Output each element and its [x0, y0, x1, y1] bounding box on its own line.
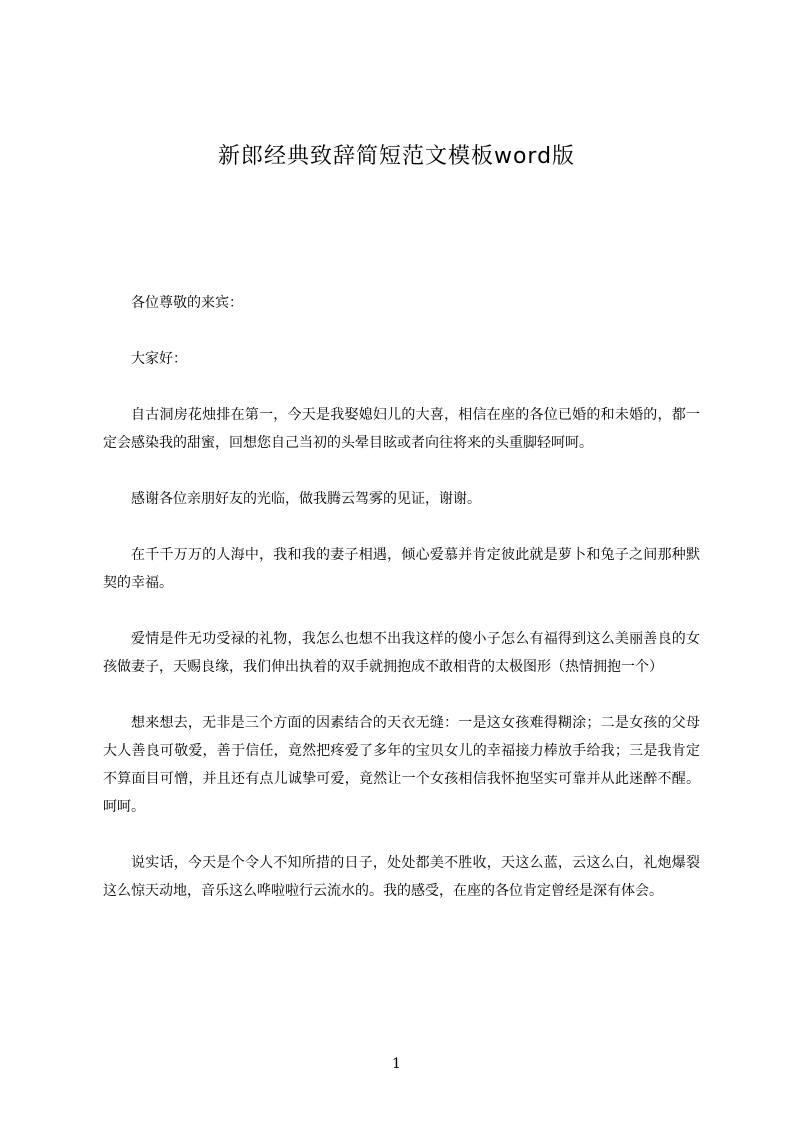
- paragraph: 想来想去，无非是三个方面的因素结合的天衣无缝：一是这女孩难得糊涂；二是女孩的父母大人善良可敬爱，善于信任，竟然把疼爱了多年的宝贝女儿的幸福接力棒放手给我；三是我肯定不算面目可憎，并且还有点儿诚挚可爱，竟然让一个女孩相信我怀抱坚实可靠并从此迷醉不醒。呵呵。: [103, 715, 700, 815]
- paragraph: 感谢各位亲朋好友的光临，做我腾云驾雾的见证，谢谢。: [131, 491, 481, 507]
- document-body: [103, 289, 700, 933]
- document-title: 新郎经典致辞简短范文模板word版: [217, 144, 576, 169]
- page-number: 1: [392, 1056, 401, 1072]
- paragraph: 爱情是件无功受禄的礼物，我怎么也想不出我这样的傻小子怎么有福得到这么美丽善良的女孩做妻子，天赐良缘，我们伸出执着的双手就拥抱成不敢相背的太极图形（热情拥抱一个）: [103, 631, 700, 675]
- paragraph: 说实话，今天是个令人不知所措的日子，处处都美不胜收，天这么蓝，云这么白，礼炮爆裂这么惊天动地，音乐这么哗啦啦行云流水的。我的感受，在座的各位肯定曾经是深有体会。: [103, 855, 700, 899]
- paragraph: 自古洞房花烛排在第一，今天是我娶媳妇儿的大喜，相信在座的各位已婚的和未婚的，都一定会感染我的甜蜜，回想您自己当初的头晕目眩或者向往将来的头重脚轻呵呵。: [103, 407, 700, 451]
- paragraph: 在千千万万的人海中，我和我的妻子相遇，倾心爱慕并肯定彼此就是萝卜和兔子之间那种默契的幸福。: [103, 547, 700, 591]
- paragraph-greeting: 各位尊敬的来宾：: [131, 295, 243, 311]
- paragraph-hello: 大家好：: [131, 351, 187, 367]
